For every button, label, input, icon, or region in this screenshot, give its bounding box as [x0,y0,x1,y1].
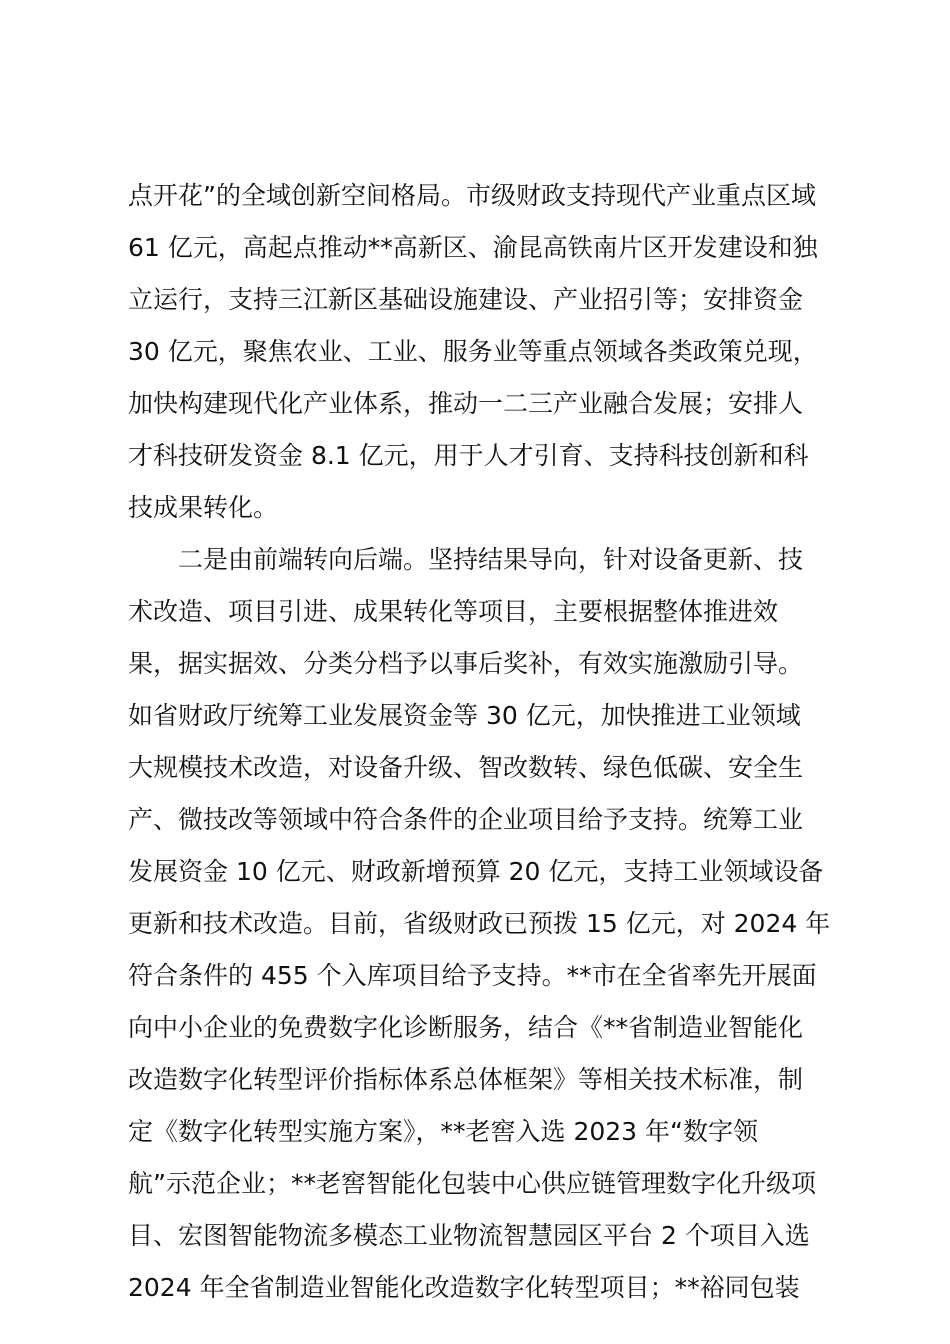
text-line: 如省财政厅统筹工业发展资金等 30 亿元，加快推进工业领域 [128,701,801,730]
text-line: 点开花”的全域创新空间格局。市级财政支持现代产业重点区域 [128,181,816,210]
text-line: 30 亿元，聚焦农业、工业、服务业等重点领域各类政策兑现， [128,337,818,366]
text-line: 2024 年全省制造业智能化改造数字化转型项目；**裕同包装 [128,1273,800,1302]
text-line: 产、微技改等领域中符合条件的企业项目给予支持。统筹工业 [128,805,804,834]
text-line: 向中小企业的免费数字化诊断服务，结合《**省制造业智能化 [128,1013,804,1042]
text-line: 定《数字化转型实施方案》，**老窖入选 2023 年“数字领 [128,1117,758,1146]
paragraph-start-line: 二是由前端转向后端。坚持结果导向，针对设备更新、技 [128,545,804,574]
text-line: 更新和技术改造。目前，省级财政已预拨 15 亿元，对 2024 年 [128,909,831,938]
text-line: 技成果转化。 [128,493,279,522]
text-line: 果，据实据效、分类分档予以事后奖补，有效实施激励引导。 [128,649,804,678]
text-line: 发展资金 10 亿元、财政新增预算 20 亿元，支持工业领域设备 [128,857,824,886]
body-text [128,170,833,1314]
text-line: 大规模技术改造，对设备升级、智改数转、绿色低碳、安全生 [128,753,804,782]
text-line: 改造数字化转型评价指标体系总体框架》等相关技术标准，制 [128,1065,804,1094]
text-line: 符合条件的 455 个入库项目给予支持。**市在全省率先开展面 [128,961,817,990]
text-line: 61 亿元，高起点推动**高新区、渝昆高铁南片区开发建设和独 [128,233,818,262]
text-line: 目、宏图智能物流多模态工业物流智慧园区平台 2 个项目入选 [128,1221,810,1250]
text-line: 立运行，支持三江新区基础设施建设、产业招引等；安排资金 [128,285,804,314]
text-line: 航”示范企业；**老窖智能化包装中心供应链管理数字化升级项 [128,1169,816,1198]
text-line: 才科技研发资金 8.1 亿元，用于人才引育、支持科技创新和科 [128,441,809,470]
text-line: 加快构建现代化产业体系，推动一二三产业融合发展；安排人 [128,389,804,418]
text-line: 术改造、项目引进、成果转化等项目，主要根据整体推进效 [128,597,779,626]
